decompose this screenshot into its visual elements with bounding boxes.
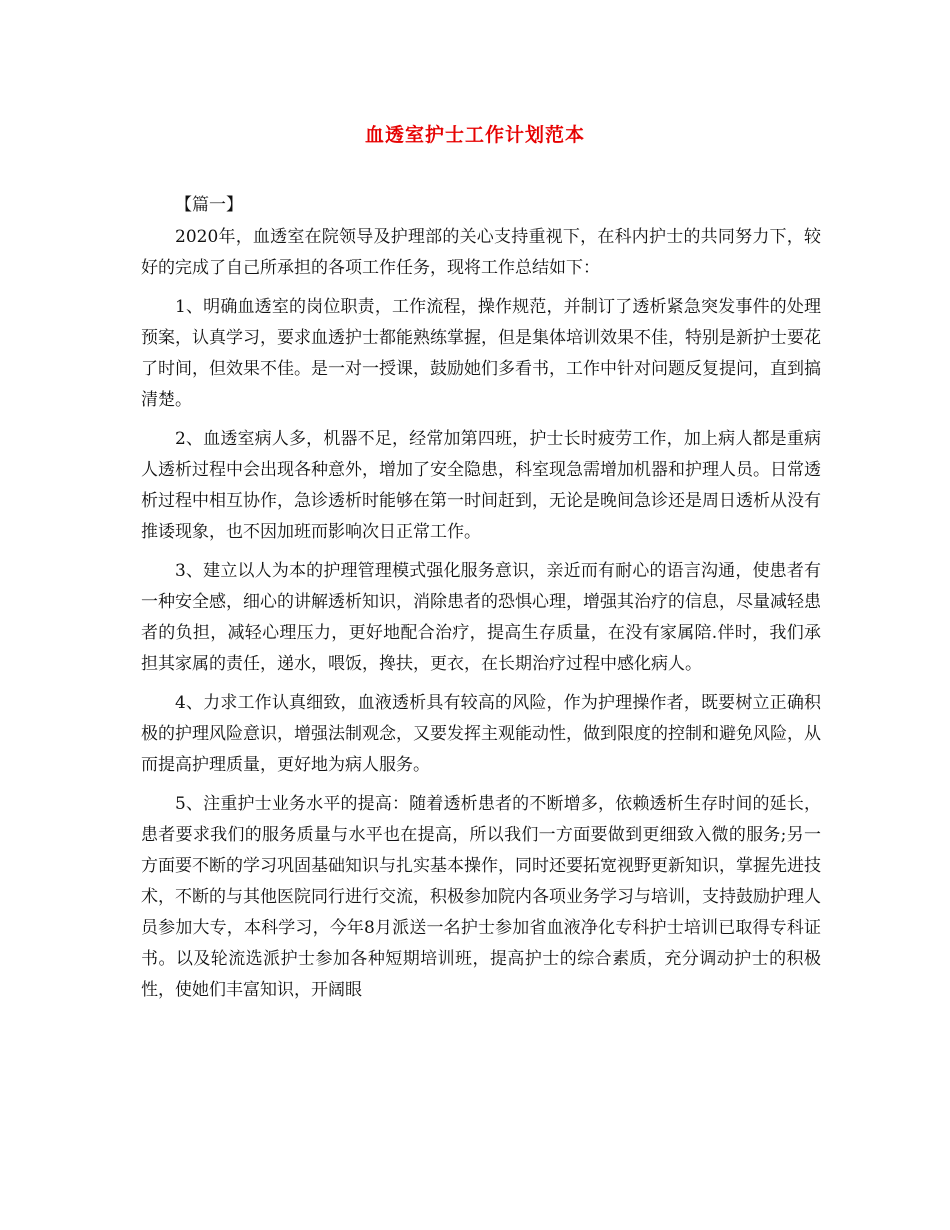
paragraph-item-1: 1、明确血透室的岗位职责，工作流程，操作规范，并制订了透析紧急突发事件的处理预案，认真学习，要求血透护士都能熟练掌握，但是集体培训效果不佳，特别是新护士要花了时间，但效果不佳。是一对一授课，鼓励她们多看书，工作中针对问题反复提问，直到搞清楚。 — [141, 297, 821, 410]
paragraph-item-5: 5、注重护士业务水平的提高：随着透析患者的不断增多，依赖透析生存时间的延长，患者要求我们的服务质量与水平也在提高，所以我们一方面要做到更细致入微的服务;另一方面要不断的学习巩固基础知识与扎实基本操作，同时还要拓宽视野更新知识，掌握先进技术，不断的与其他医院同行进行交流，积极参加院内各项业务学习与培训，支持鼓励护理人员参加大专，本科学习，今年8月派送一名护士参加省血液净化专科护士培训已取得专科证书。以及轮流选派护士参加各种短期培训班，提高护士的综合素质，充分调动护士的积极性，使她们丰富知识，开阔眼 — [141, 794, 821, 1000]
section-label: 【篇一】 — [175, 195, 243, 215]
paragraph-item-2: 2、血透室病人多，机器不足，经常加第四班，护士长时疲劳工作，加上病人都是重病人透析过程中会出现各种意外，增加了安全隐患，科室现急需增加机器和护理人员。日常透析过程中相互协作，急诊透析时能够在第一时间赶到，无论是晚间急诊还是周日透析从没有推诿现象，也不因加班而影响次日正常工作。 — [141, 429, 821, 542]
document-title: 血透室护士工作计划范本 — [364, 124, 585, 146]
paragraph-item-4: 4、力求工作认真细致，血液透析具有较高的风险，作为护理操作者，既要树立正确积极的护理风险意识，增强法制观念，又要发挥主观能动性，做到限度的控制和避免风险，从而提高护理质量，更好地为病人服务。 — [141, 693, 821, 775]
paragraph-item-3: 3、建立以人为本的护理管理模式强化服务意识，亲近而有耐心的语言沟通，使患者有一种安全感，细心的讲解透析知识，消除患者的恐惧心理，增强其治疗的信息，尽量减轻患者的负担，减轻心理压力，更好地配合治疗，提高生存质量，在没有家属陪.伴时，我们承担其家属的责任，递水，喂饭，搀扶，更衣，在长期治疗过程中感化病人。 — [141, 561, 821, 674]
paragraph-intro: 2020年，血透室在院领导及护理部的关心支持重视下，在科内护士的共同努力下，较好的完成了自己所承担的各项工作任务，现将工作总结如下： — [141, 227, 821, 278]
document-body — [141, 190, 821, 1014]
